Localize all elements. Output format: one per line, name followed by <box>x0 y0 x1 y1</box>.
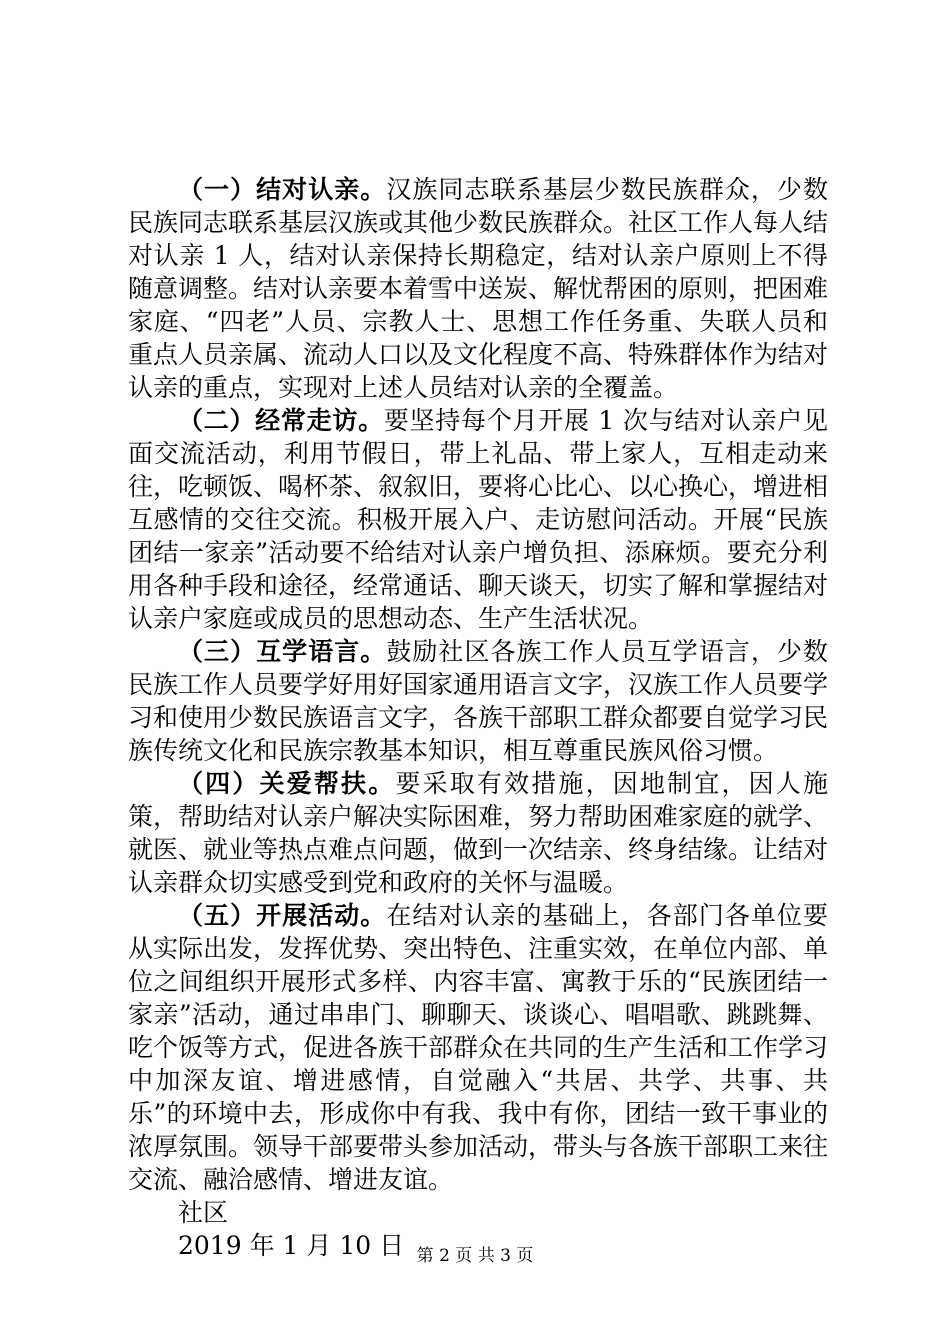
paragraph-2-heading: （二）经常走访。 <box>178 406 384 435</box>
signature-org: 社区 <box>178 1198 229 1227</box>
paragraph-4-text: 要采取有效措施，因地制宜，因人施策，帮助结对认亲户解决实际困难，努力帮助困难家庭的就学、就医、就业等热点难点问题，做到一次结亲、终身结缘。让结对认亲群众切实感受到党和政府的关怀与温暖。 <box>128 769 829 897</box>
document-body <box>128 173 828 1262</box>
paragraph-1 <box>128 173 828 404</box>
page-footer: 第 2 页 共 3 页 <box>416 1246 534 1266</box>
paragraph-5 <box>128 899 828 1196</box>
paragraph-1-heading: （一）结对认亲。 <box>178 175 387 204</box>
paragraph-2-text: 要坚持每个月开展 1 次与结对认亲户见面交流活动，利用节假日，带上礼品、带上家人，互相走动来往，吃顿饭、喝杯茶、叙叙旧，要将心比心、以心换心，增进相互感情的交往交流。积极开展入户、走访慰问活动。开展“民族团结一家亲”活动要不给结对认亲户增负担、添麻烦。要充分利用各种手段和途径，经常通话、聊天谈天，切实了解和掌握结对认亲户家庭或成员的思想动态、生产生活状况。 <box>128 406 829 633</box>
paragraph-4 <box>128 767 828 899</box>
paragraph-1-text: 汉族同志联系基层少数民族群众，少数民族同志联系基层汉族或其他少数民族群众。社区工作人每人结对认亲 1 人，结对认亲保持长期稳定，结对认亲户原则上不得随意调整。结对认亲要本着雪中送炭、解忧帮困的原则，把困难家庭、“四老”人员、宗教人士、思想工作任务重、失联人员和重点人员亲属、流动人口以及文化程度不高、特殊群体作为结对认亲的重点，实现对上述人员结对认亲的全覆盖。 <box>128 175 829 402</box>
paragraph-3-text: 鼓励社区各族工作人员互学语言，少数民族工作人员要学好用好国家通用语言文字，汉族工作人员要学习和使用少数民族语言文字，各族干部职工群众都要自觉学习民族传统文化和民族宗教基本知识，相互尊重民族风俗习惯。 <box>128 637 829 765</box>
paragraph-3-heading: （三）互学语言。 <box>178 637 387 666</box>
paragraph-3 <box>128 635 828 767</box>
signature-date: 2019 年 1 月 10 日 <box>178 1231 405 1260</box>
paragraph-5-text: 在结对认亲的基础上，各部门各单位要从实际出发，发挥优势、突出特色、注重实效，在单位内部、单位之间组织开展形式多样、内容丰富、寓教于乐的“民族团结一家亲”活动，通过串串门、聊聊天、谈谈心、唱唱歌、跳跳舞、吃个饭等方式，促进各族干部群众在共同的生产生活和工作学习中加深友谊、增进感情，自觉融入“共居、共学、共事、共乐”的环境中去，形成你中有我、我中有你，团结一致干事业的浓厚氛围。领导干部要带头参加活动，带头与各族干部职工来往交流、融洽感情、增进友谊。 <box>128 901 829 1194</box>
paragraph-5-heading: （五）开展活动。 <box>178 901 387 930</box>
paragraph-2 <box>128 404 828 635</box>
paragraph-4-heading: （四）关爱帮扶。 <box>178 769 396 798</box>
